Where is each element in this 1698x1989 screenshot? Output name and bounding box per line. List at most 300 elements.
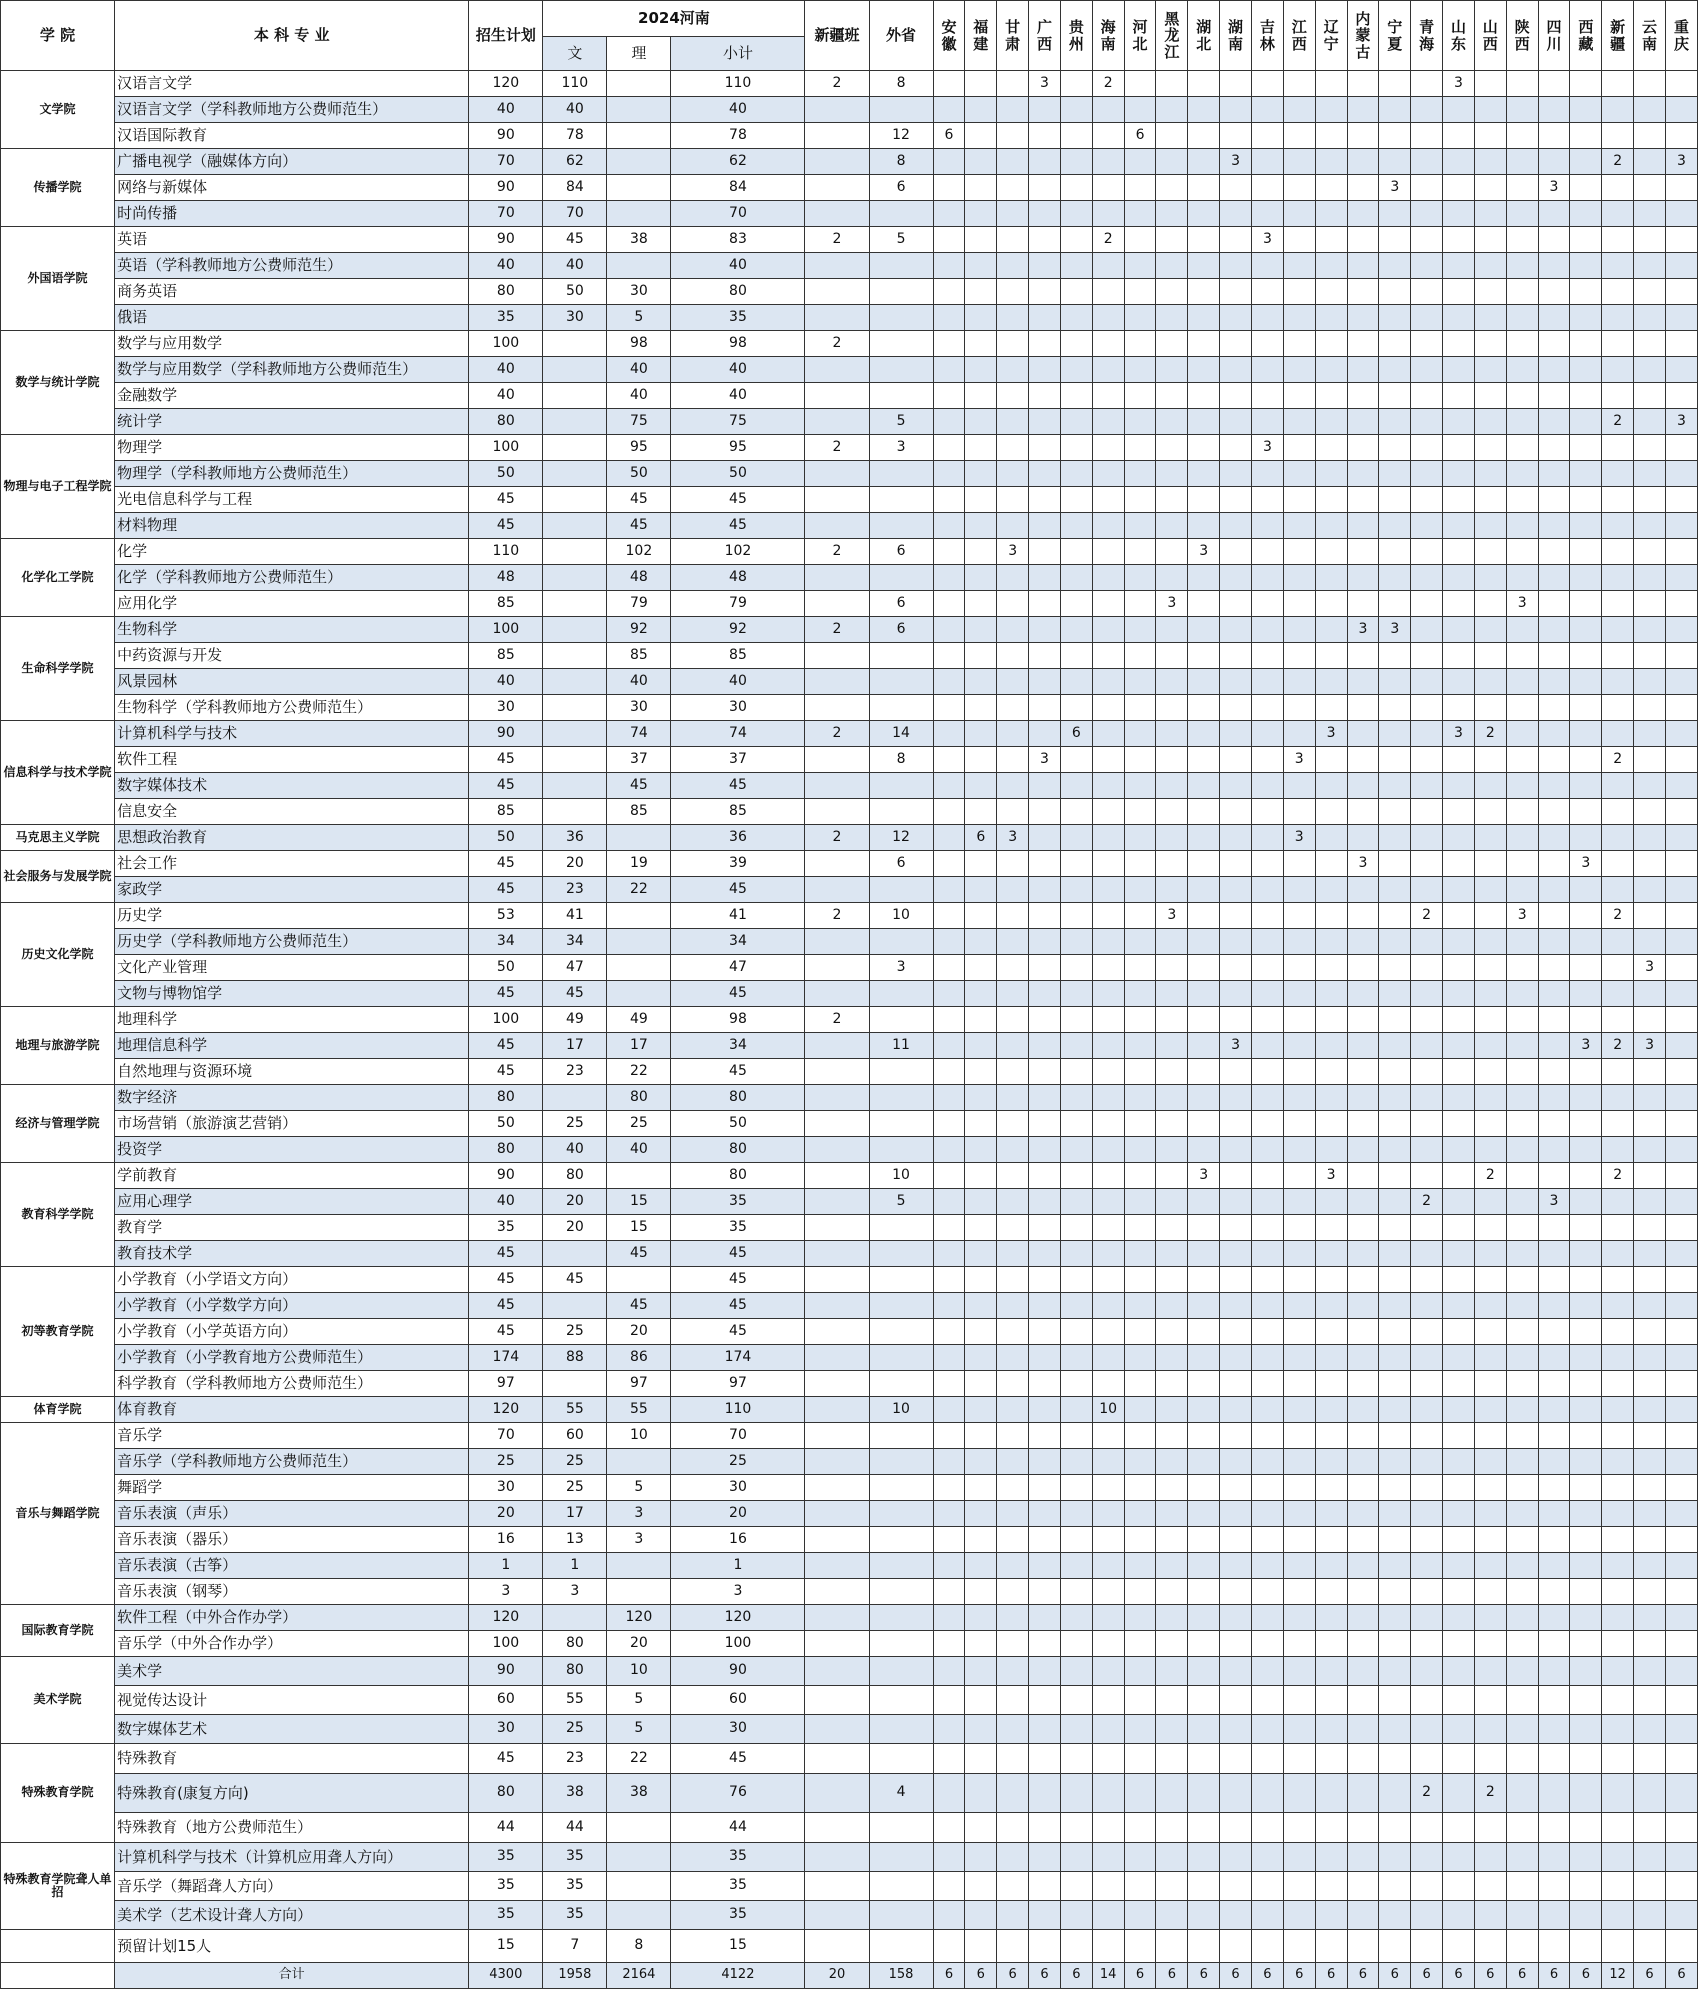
province-cell bbox=[1220, 1293, 1252, 1319]
province-cell bbox=[1251, 747, 1283, 773]
province-cell bbox=[1411, 1686, 1443, 1715]
province-cell bbox=[1315, 513, 1347, 539]
province-cell bbox=[1283, 1843, 1315, 1872]
province-cell bbox=[1379, 1843, 1411, 1872]
major-name: 软件工程（中外合作办学） bbox=[115, 1605, 469, 1631]
wen-cell: 25 bbox=[543, 1475, 607, 1501]
province-cell bbox=[1060, 1631, 1092, 1657]
province-cell bbox=[1060, 71, 1092, 97]
province-cell bbox=[965, 1163, 997, 1189]
wen-cell: 17 bbox=[543, 1501, 607, 1527]
province-cell bbox=[1188, 1631, 1220, 1657]
province-cell: 3 bbox=[997, 825, 1029, 851]
plan-cell: 90 bbox=[469, 175, 543, 201]
xinjiang-cell bbox=[805, 877, 869, 903]
province-cell bbox=[1188, 721, 1220, 747]
province-cell bbox=[1156, 1241, 1188, 1267]
province-cell bbox=[1029, 591, 1061, 617]
out-province-cell: 6 bbox=[869, 539, 933, 565]
province-cell bbox=[1474, 1715, 1506, 1744]
li-cell bbox=[607, 1163, 671, 1189]
table-row bbox=[1, 1241, 1698, 1267]
province-cell bbox=[1315, 539, 1347, 565]
total-province-cell: 14 bbox=[1092, 1963, 1124, 1989]
province-cell bbox=[1411, 1475, 1443, 1501]
out-province-cell: 12 bbox=[869, 123, 933, 149]
province-cell bbox=[933, 1397, 965, 1423]
province-cell bbox=[997, 149, 1029, 175]
province-cell bbox=[1092, 1137, 1124, 1163]
wen-cell: 35 bbox=[543, 1843, 607, 1872]
province-cell bbox=[1443, 1189, 1475, 1215]
province-cell bbox=[1665, 565, 1697, 591]
major-name: 科学教育（学科教师地方公费师范生） bbox=[115, 1371, 469, 1397]
province-cell bbox=[1347, 201, 1379, 227]
province-cell bbox=[1092, 487, 1124, 513]
subtotal-cell: 45 bbox=[671, 1059, 805, 1085]
province-cell bbox=[1506, 305, 1538, 331]
province-cell bbox=[1124, 331, 1156, 357]
province-cell bbox=[997, 1215, 1029, 1241]
plan-cell: 100 bbox=[469, 617, 543, 643]
province-cell bbox=[1570, 565, 1602, 591]
li-cell: 38 bbox=[607, 227, 671, 253]
province-cell bbox=[1570, 1085, 1602, 1111]
province-cell bbox=[1029, 721, 1061, 747]
province-cell bbox=[1060, 461, 1092, 487]
province-cell bbox=[1570, 695, 1602, 721]
college-name: 历史文化学院 bbox=[1, 903, 115, 1007]
table-row bbox=[1, 1371, 1698, 1397]
province-cell bbox=[1283, 799, 1315, 825]
province-cell bbox=[1411, 799, 1443, 825]
wen-cell: 20 bbox=[543, 1189, 607, 1215]
province-cell bbox=[933, 97, 965, 123]
province-cell bbox=[1124, 1293, 1156, 1319]
province-cell bbox=[1665, 201, 1697, 227]
province-cell bbox=[1634, 1686, 1666, 1715]
xinjiang-cell bbox=[805, 123, 869, 149]
xinjiang-cell bbox=[805, 643, 869, 669]
province-cell bbox=[997, 1605, 1029, 1631]
total-province-cell: 6 bbox=[1124, 1963, 1156, 1989]
province-cell bbox=[1315, 1843, 1347, 1872]
province-cell bbox=[1315, 591, 1347, 617]
wen-cell bbox=[543, 617, 607, 643]
li-cell bbox=[607, 97, 671, 123]
province-cell bbox=[1665, 1744, 1697, 1774]
out-province-cell bbox=[869, 669, 933, 695]
province-cell bbox=[1570, 825, 1602, 851]
table-row bbox=[1, 513, 1698, 539]
province-cell bbox=[1124, 461, 1156, 487]
province-cell bbox=[1220, 1423, 1252, 1449]
wen-cell: 25 bbox=[543, 1319, 607, 1345]
province-cell bbox=[1315, 981, 1347, 1007]
wen-cell bbox=[543, 539, 607, 565]
province-cell bbox=[1411, 357, 1443, 383]
province-cell bbox=[1538, 123, 1570, 149]
total-province-cell: 6 bbox=[1188, 1963, 1220, 1989]
province-cell bbox=[1506, 1423, 1538, 1449]
province-cell bbox=[1602, 1319, 1634, 1345]
province-cell bbox=[1602, 305, 1634, 331]
header-li: 理 bbox=[607, 37, 671, 71]
province-cell bbox=[1060, 383, 1092, 409]
province-cell bbox=[997, 721, 1029, 747]
province-cell bbox=[1411, 1241, 1443, 1267]
li-cell: 20 bbox=[607, 1631, 671, 1657]
province-cell bbox=[933, 773, 965, 799]
subtotal-cell: 44 bbox=[671, 1813, 805, 1843]
wen-cell: 20 bbox=[543, 1215, 607, 1241]
subtotal-cell: 70 bbox=[671, 201, 805, 227]
province-cell bbox=[933, 279, 965, 305]
province-cell bbox=[1411, 1137, 1443, 1163]
out-province-cell: 4 bbox=[869, 1774, 933, 1813]
province-cell bbox=[1347, 1872, 1379, 1901]
province-cell bbox=[1156, 1319, 1188, 1345]
province-cell bbox=[1315, 227, 1347, 253]
xinjiang-cell bbox=[805, 1033, 869, 1059]
province-cell bbox=[1315, 747, 1347, 773]
province-cell bbox=[1060, 1033, 1092, 1059]
plan-cell: 90 bbox=[469, 227, 543, 253]
province-cell bbox=[1379, 201, 1411, 227]
province-cell bbox=[1060, 513, 1092, 539]
province-cell bbox=[1092, 1189, 1124, 1215]
province-cell bbox=[1602, 1059, 1634, 1085]
province-cell bbox=[1188, 1371, 1220, 1397]
plan-cell: 30 bbox=[469, 1475, 543, 1501]
province-cell bbox=[1060, 825, 1092, 851]
plan-cell: 70 bbox=[469, 149, 543, 175]
province-cell bbox=[1570, 97, 1602, 123]
province-cell bbox=[1156, 71, 1188, 97]
li-cell bbox=[607, 981, 671, 1007]
province-cell bbox=[965, 175, 997, 201]
province-cell bbox=[1411, 1293, 1443, 1319]
major-name: 学前教育 bbox=[115, 1163, 469, 1189]
province-cell bbox=[1347, 1267, 1379, 1293]
province-cell bbox=[1634, 513, 1666, 539]
province-cell bbox=[933, 1163, 965, 1189]
province-cell bbox=[933, 669, 965, 695]
province-cell bbox=[1251, 1527, 1283, 1553]
province-cell bbox=[1538, 539, 1570, 565]
province-cell bbox=[1411, 1085, 1443, 1111]
province-cell bbox=[1506, 773, 1538, 799]
province-cell bbox=[1602, 1241, 1634, 1267]
province-cell bbox=[1347, 1293, 1379, 1319]
plan-cell: 44 bbox=[469, 1813, 543, 1843]
province-cell bbox=[1665, 1501, 1697, 1527]
table-row bbox=[1, 773, 1698, 799]
province-cell bbox=[1634, 1189, 1666, 1215]
province-cell bbox=[1092, 1901, 1124, 1930]
province-cell bbox=[1060, 201, 1092, 227]
province-cell bbox=[1188, 903, 1220, 929]
province-cell bbox=[1124, 383, 1156, 409]
province-cell bbox=[997, 175, 1029, 201]
province-cell bbox=[1634, 721, 1666, 747]
province-cell bbox=[1251, 617, 1283, 643]
li-cell: 48 bbox=[607, 565, 671, 591]
table-row bbox=[1, 669, 1698, 695]
table-row bbox=[1, 1715, 1698, 1744]
xinjiang-cell bbox=[805, 1715, 869, 1744]
province-cell bbox=[1411, 1319, 1443, 1345]
province-cell bbox=[933, 591, 965, 617]
province-cell bbox=[1411, 461, 1443, 487]
province-cell bbox=[965, 383, 997, 409]
province-cell bbox=[1060, 643, 1092, 669]
province-cell bbox=[1443, 1371, 1475, 1397]
province-cell bbox=[997, 903, 1029, 929]
province-cell bbox=[965, 1872, 997, 1901]
province-cell bbox=[1220, 1319, 1252, 1345]
province-cell bbox=[1347, 1241, 1379, 1267]
province-cell bbox=[1060, 1137, 1092, 1163]
wen-cell: 30 bbox=[543, 305, 607, 331]
province-cell bbox=[1443, 669, 1475, 695]
province-cell bbox=[1538, 591, 1570, 617]
province-cell bbox=[1283, 1319, 1315, 1345]
province-cell bbox=[1602, 357, 1634, 383]
xinjiang-cell bbox=[805, 1345, 869, 1371]
province-cell bbox=[933, 357, 965, 383]
province-cell bbox=[1538, 877, 1570, 903]
province-cell bbox=[1283, 1007, 1315, 1033]
province-cell bbox=[1443, 1715, 1475, 1744]
province-cell bbox=[1665, 487, 1697, 513]
province-cell bbox=[1188, 565, 1220, 591]
province-cell bbox=[1570, 1930, 1602, 1963]
li-cell: 8 bbox=[607, 1930, 671, 1963]
out-province-cell bbox=[869, 1901, 933, 1930]
province-cell bbox=[1634, 1059, 1666, 1085]
li-cell: 10 bbox=[607, 1423, 671, 1449]
header-province: 内蒙古 bbox=[1347, 1, 1379, 71]
li-cell: 45 bbox=[607, 513, 671, 539]
li-cell bbox=[607, 1267, 671, 1293]
province-cell bbox=[1220, 643, 1252, 669]
major-name: 特殊教育（地方公费师范生） bbox=[115, 1813, 469, 1843]
province-cell bbox=[1665, 1631, 1697, 1657]
province-cell bbox=[1251, 201, 1283, 227]
major-name: 音乐学（舞蹈聋人方向） bbox=[115, 1872, 469, 1901]
header-province: 新疆 bbox=[1602, 1, 1634, 71]
province-cell bbox=[1220, 1215, 1252, 1241]
xinjiang-cell bbox=[805, 461, 869, 487]
province-cell bbox=[1188, 1686, 1220, 1715]
province-cell bbox=[1156, 669, 1188, 695]
xinjiang-cell: 2 bbox=[805, 71, 869, 97]
province-cell bbox=[1474, 1085, 1506, 1111]
wen-cell: 88 bbox=[543, 1345, 607, 1371]
province-cell bbox=[1315, 1715, 1347, 1744]
province-cell bbox=[1538, 1527, 1570, 1553]
province-cell bbox=[1506, 825, 1538, 851]
subtotal-cell: 35 bbox=[671, 305, 805, 331]
province-cell bbox=[1665, 799, 1697, 825]
li-cell: 49 bbox=[607, 1007, 671, 1033]
province-cell bbox=[1379, 669, 1411, 695]
province-cell bbox=[1156, 1872, 1188, 1901]
province-cell: 3 bbox=[1029, 747, 1061, 773]
province-cell bbox=[1411, 643, 1443, 669]
plan-cell: 45 bbox=[469, 1744, 543, 1774]
college-name: 教育科学学院 bbox=[1, 1163, 115, 1267]
xinjiang-cell bbox=[805, 981, 869, 1007]
province-cell bbox=[1443, 409, 1475, 435]
province-cell bbox=[1602, 71, 1634, 97]
plan-cell: 50 bbox=[469, 955, 543, 981]
major-name: 美术学（艺术设计聋人方向） bbox=[115, 1901, 469, 1930]
wen-cell: 62 bbox=[543, 149, 607, 175]
province-cell bbox=[1315, 97, 1347, 123]
province-cell bbox=[1538, 1163, 1570, 1189]
province-cell bbox=[1029, 1137, 1061, 1163]
xinjiang-cell bbox=[805, 201, 869, 227]
province-cell bbox=[933, 305, 965, 331]
province-cell bbox=[1634, 331, 1666, 357]
province-cell bbox=[1220, 513, 1252, 539]
plan-cell: 34 bbox=[469, 929, 543, 955]
province-cell bbox=[1665, 253, 1697, 279]
header-province: 黑龙江 bbox=[1156, 1, 1188, 71]
province-cell bbox=[1379, 149, 1411, 175]
province-cell bbox=[1570, 747, 1602, 773]
table-row bbox=[1, 1553, 1698, 1579]
province-cell bbox=[1634, 175, 1666, 201]
province-cell bbox=[933, 1475, 965, 1501]
province-cell bbox=[1315, 1007, 1347, 1033]
province-cell bbox=[1538, 1085, 1570, 1111]
major-name: 俄语 bbox=[115, 305, 469, 331]
province-cell bbox=[1411, 1033, 1443, 1059]
province-cell bbox=[1538, 331, 1570, 357]
province-cell bbox=[1060, 175, 1092, 201]
province-cell bbox=[1029, 773, 1061, 799]
province-cell bbox=[933, 1241, 965, 1267]
out-province-cell bbox=[869, 1293, 933, 1319]
province-cell bbox=[1602, 1715, 1634, 1744]
out-province-cell bbox=[869, 1631, 933, 1657]
province-cell bbox=[933, 487, 965, 513]
plan-cell: 80 bbox=[469, 1774, 543, 1813]
province-cell bbox=[1283, 591, 1315, 617]
province-cell bbox=[1188, 175, 1220, 201]
province-cell bbox=[1443, 1085, 1475, 1111]
province-cell bbox=[1411, 1163, 1443, 1189]
subtotal-cell: 35 bbox=[671, 1843, 805, 1872]
province-cell bbox=[965, 1901, 997, 1930]
table-row bbox=[1, 253, 1698, 279]
province-cell bbox=[997, 929, 1029, 955]
province-cell bbox=[1506, 279, 1538, 305]
header-province: 云南 bbox=[1634, 1, 1666, 71]
plan-cell: 100 bbox=[469, 1007, 543, 1033]
province-cell bbox=[1124, 1774, 1156, 1813]
province-cell bbox=[933, 1293, 965, 1319]
province-cell bbox=[1665, 1397, 1697, 1423]
college-name: 传播学院 bbox=[1, 149, 115, 227]
major-name: 音乐学（中外合作办学） bbox=[115, 1631, 469, 1657]
province-cell bbox=[1443, 539, 1475, 565]
province-cell bbox=[1379, 1774, 1411, 1813]
province-cell bbox=[1379, 409, 1411, 435]
province-cell bbox=[1538, 721, 1570, 747]
province-cell bbox=[1538, 1843, 1570, 1872]
province-cell bbox=[1570, 1111, 1602, 1137]
province-cell bbox=[1347, 1059, 1379, 1085]
li-cell: 98 bbox=[607, 331, 671, 357]
province-cell bbox=[1538, 1579, 1570, 1605]
province-cell bbox=[1092, 1553, 1124, 1579]
province-cell bbox=[1347, 1686, 1379, 1715]
province-cell bbox=[1411, 1215, 1443, 1241]
province-cell bbox=[1443, 513, 1475, 539]
province-cell bbox=[1538, 903, 1570, 929]
xinjiang-cell bbox=[805, 1631, 869, 1657]
wen-cell: 7 bbox=[543, 1930, 607, 1963]
province-cell bbox=[965, 1241, 997, 1267]
province-cell bbox=[997, 487, 1029, 513]
subtotal-cell: 110 bbox=[671, 71, 805, 97]
province-cell bbox=[1029, 435, 1061, 461]
province-cell bbox=[1411, 851, 1443, 877]
province-cell bbox=[997, 305, 1029, 331]
province-cell: 3 bbox=[1443, 721, 1475, 747]
province-cell bbox=[1443, 1345, 1475, 1371]
province-cell bbox=[1092, 617, 1124, 643]
province-cell bbox=[933, 1033, 965, 1059]
province-cell bbox=[1315, 1813, 1347, 1843]
province-cell bbox=[1506, 1715, 1538, 1744]
major-name: 汉语言文学 bbox=[115, 71, 469, 97]
province-cell bbox=[1156, 1449, 1188, 1475]
province-cell bbox=[1060, 1189, 1092, 1215]
xinjiang-cell bbox=[805, 955, 869, 981]
province-cell bbox=[1379, 71, 1411, 97]
province-cell bbox=[1029, 1605, 1061, 1631]
province-cell bbox=[965, 305, 997, 331]
province-cell bbox=[965, 487, 997, 513]
province-cell bbox=[997, 513, 1029, 539]
province-cell bbox=[1220, 1813, 1252, 1843]
province-cell bbox=[1124, 1111, 1156, 1137]
province-cell bbox=[1315, 1345, 1347, 1371]
province-cell bbox=[1283, 929, 1315, 955]
province-cell bbox=[1538, 1686, 1570, 1715]
province-cell bbox=[1570, 1241, 1602, 1267]
province-cell bbox=[1220, 331, 1252, 357]
province-cell bbox=[1506, 513, 1538, 539]
province-cell bbox=[1156, 773, 1188, 799]
province-cell bbox=[1156, 877, 1188, 903]
province-cell bbox=[1379, 1371, 1411, 1397]
province-cell bbox=[1538, 773, 1570, 799]
province-cell bbox=[1283, 1423, 1315, 1449]
total-label: 合计 bbox=[115, 1963, 469, 1989]
subtotal-cell: 3 bbox=[671, 1579, 805, 1605]
province-cell bbox=[965, 149, 997, 175]
wen-cell: 40 bbox=[543, 1137, 607, 1163]
province-cell bbox=[1283, 97, 1315, 123]
subtotal-cell: 50 bbox=[671, 1111, 805, 1137]
province-cell bbox=[1029, 1371, 1061, 1397]
